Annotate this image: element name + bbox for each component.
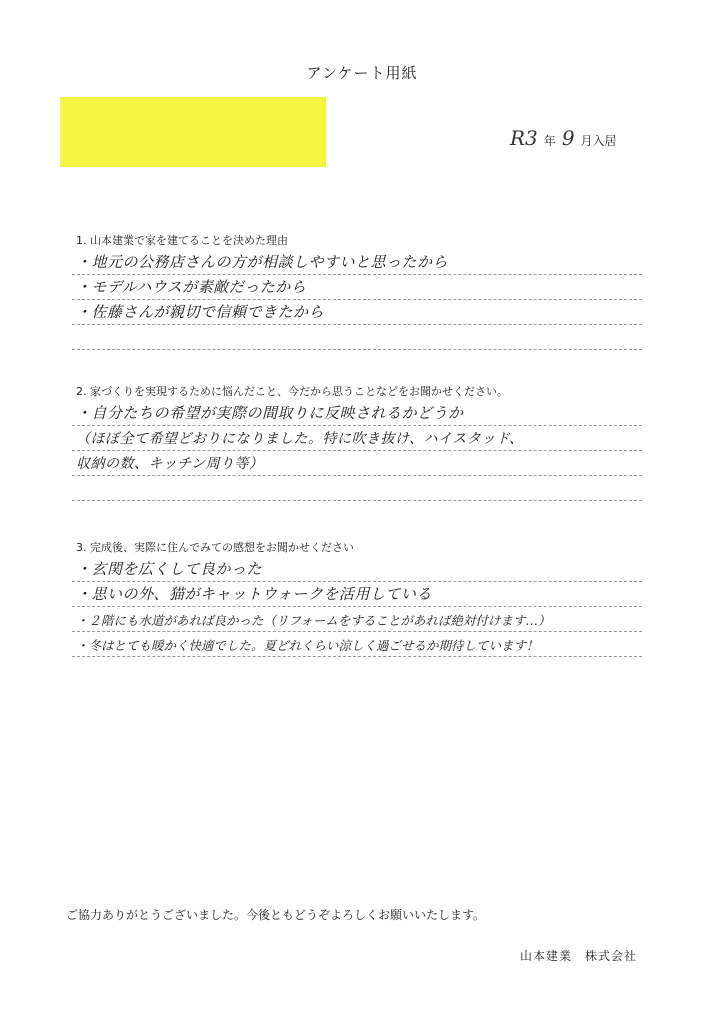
answer-text: ・玄関を広くして良かった	[76, 560, 263, 578]
section-1	[72, 232, 642, 350]
move-in-date	[510, 126, 617, 150]
answer-text: ・思いの外、猫がキャットウォークを活用している	[76, 585, 432, 603]
answer-line	[72, 557, 642, 582]
question-3: 3. 完成後、実際に住んでみての感想をお聞かせください	[76, 541, 354, 554]
question-1: 1. 山本建業で家を建てることを決めた理由	[76, 234, 288, 247]
move-in-year-label: 年	[543, 134, 556, 148]
answer-line	[72, 582, 642, 607]
answer-line	[72, 300, 642, 325]
move-in-year-value: R3	[510, 126, 538, 150]
answer-text: ・自分たちの希望が実際の間取りに反映されるかどうか	[76, 404, 464, 422]
answer-line	[72, 275, 642, 300]
question-2: 2. 家づくりを実現するために悩んだこと、今だから思うことなどをお聞かせください。	[76, 385, 508, 398]
answer-line	[72, 401, 642, 426]
answer-text: （ほぼ全て希望どおりになりました。特に吹き抜け、ハイスタッド、	[76, 431, 524, 447]
answer-text: ・冬はとても暖かく快適でした。夏どれくらい涼しく過ごせるか期待しています！	[76, 638, 539, 653]
page-title: アンケート用紙	[306, 64, 418, 82]
move-in-month-label: 月入居	[580, 134, 617, 148]
answer-line	[72, 476, 642, 501]
answer-line	[72, 451, 642, 476]
answer-line	[72, 250, 642, 275]
answer-line	[72, 632, 642, 657]
thanks-message: ご協力ありがとうございました。今後ともどうぞよろしくお願いいたします。	[66, 908, 486, 922]
answer-text: ・佐藤さんが親切で信頼できたから	[76, 303, 325, 321]
company-name: 山本建業 株式会社	[520, 949, 638, 963]
answer-line	[72, 426, 642, 451]
answer-text: ・地元の公務店さんの方が相談しやすいと思ったから	[76, 253, 449, 271]
answer-line	[72, 325, 642, 350]
redacted-name-box	[60, 97, 326, 167]
move-in-month-value: 9	[561, 126, 575, 150]
answer-line	[72, 607, 642, 632]
section-3	[72, 539, 642, 657]
answer-text: 収納の数、キッチン周り等）	[76, 456, 264, 472]
answer-text: ・２階にも水道があれば良かった（リフォームをすることがあれば絶対付けます…）	[76, 613, 551, 628]
answer-text: ・モデルハウスが素敵だったから	[76, 278, 307, 296]
section-2	[72, 383, 642, 501]
